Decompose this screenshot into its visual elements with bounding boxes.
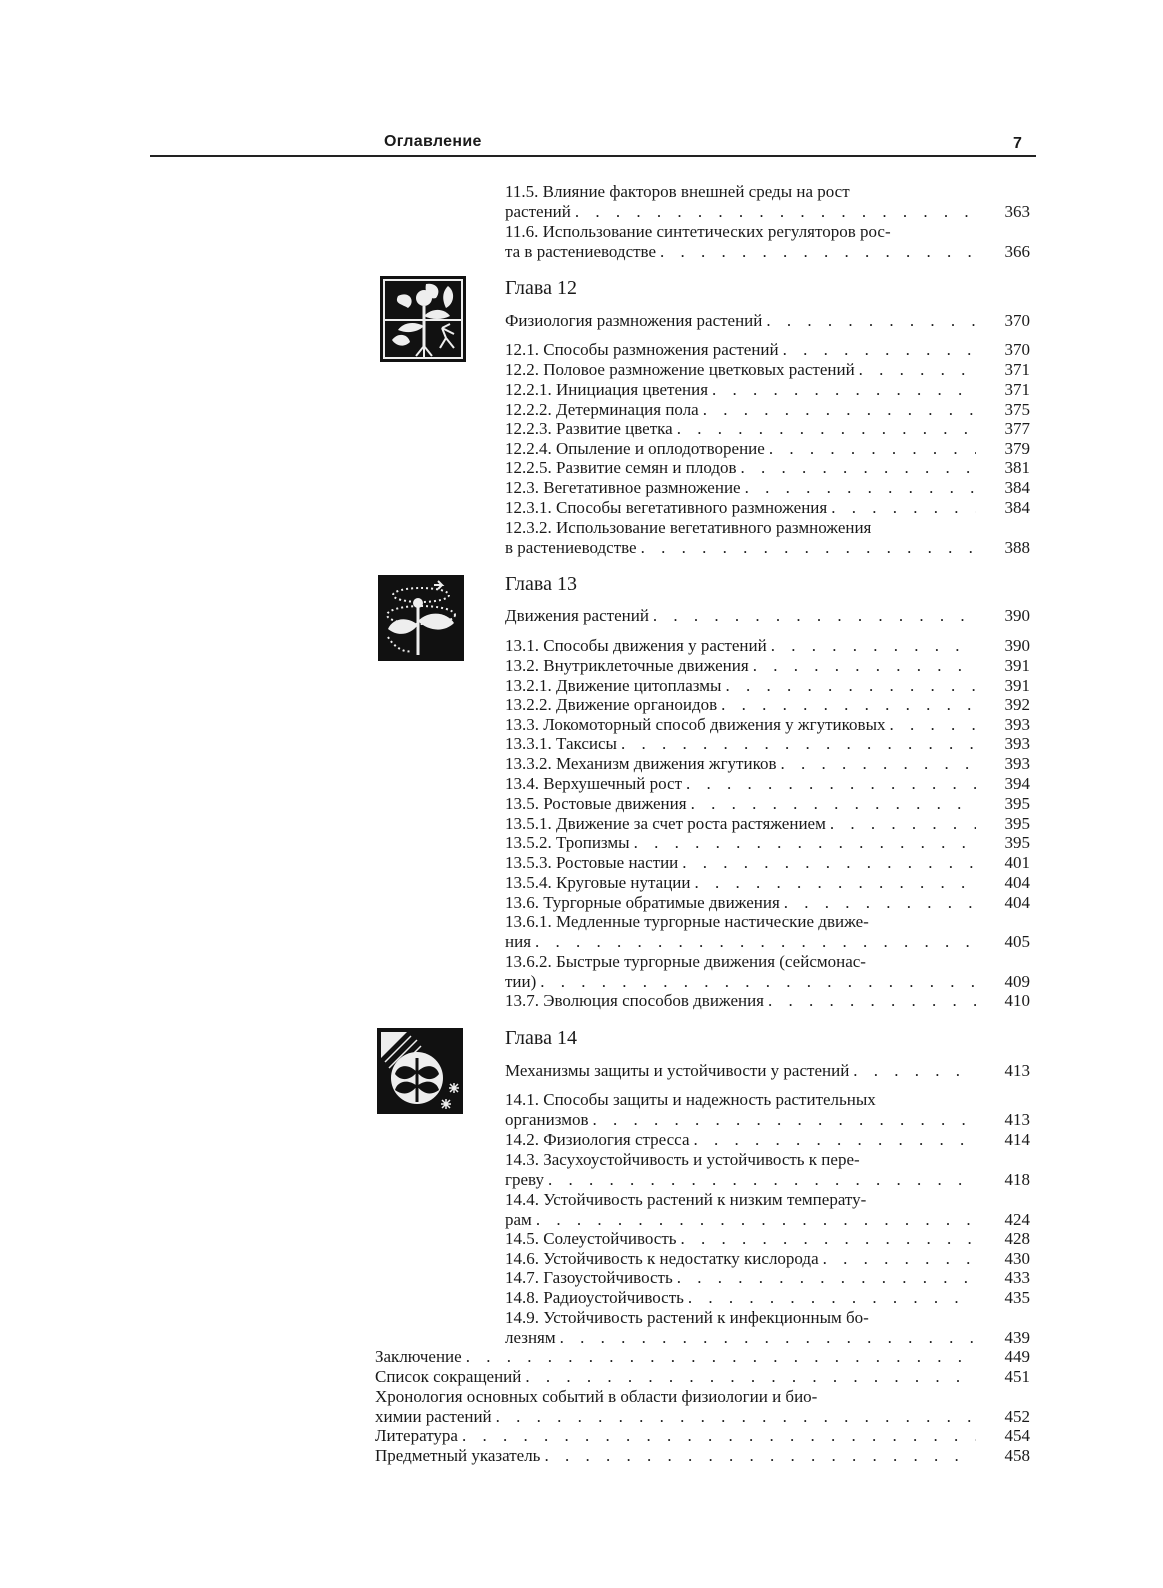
dot-leader (571, 202, 976, 222)
toc-page-number: 418 (1004, 1170, 1030, 1189)
toc-page-number: 366 (1004, 242, 1030, 261)
toc-page-number: 413 (1004, 1110, 1030, 1129)
toc-entry-line: 11.5. Влияние факторов внешней среды на рост (505, 182, 850, 201)
plant-movement-icon (378, 575, 464, 661)
toc-entry (505, 202, 976, 222)
toc-entry-title: 12.3. Вегетативное размножение (505, 478, 741, 497)
toc-entry-title: 13.4. Верхушечный рост (505, 774, 683, 793)
toc-entry-title: Список сокращений (375, 1367, 522, 1386)
toc-entry (505, 893, 976, 913)
dot-leader (737, 458, 976, 478)
dot-leader (492, 1407, 976, 1427)
toc-entry (505, 1288, 976, 1308)
dot-leader (462, 1347, 976, 1367)
dot-leader (780, 893, 976, 913)
toc-entry-line: 14.9. Устойчивость растений к инфекционным бо- (505, 1308, 869, 1327)
toc-entry (505, 774, 976, 794)
leaf-protection-icon (377, 1028, 463, 1114)
toc-entry-line: 13.6.2. Быстрые тургорные движения (сейсмонас- (505, 952, 866, 971)
dot-leader (544, 1170, 976, 1190)
toc-entry (505, 1170, 976, 1190)
toc-page-number: 435 (1004, 1288, 1030, 1307)
toc-entry-title: 12.2.5. Развитие семян и плодов (505, 458, 737, 477)
toc-entry-title: 13.3.2. Механизм движения жгутиков (505, 754, 777, 773)
toc-entry-title: 14.5. Солеустойчивость (505, 1229, 677, 1248)
dot-leader (458, 1426, 976, 1446)
toc-entry (505, 340, 976, 360)
page-number: 7 (1013, 135, 1022, 152)
dot-leader (765, 439, 976, 459)
toc-page-number: 410 (1004, 991, 1030, 1010)
toc-page-number: 424 (1004, 1210, 1030, 1229)
dot-leader (531, 932, 976, 952)
toc-entry (505, 833, 976, 853)
toc-entry (505, 715, 976, 735)
header-rule (150, 155, 1036, 157)
toc-page-number: 363 (1004, 202, 1030, 221)
toc-entry-title: 12.2.2. Детерминация пола (505, 400, 699, 419)
toc-entry-title: 14.2. Физиология стресса (505, 1130, 690, 1149)
toc-entry (375, 1426, 976, 1446)
toc-page-number: 452 (1004, 1407, 1030, 1426)
toc-entry (375, 1347, 976, 1367)
dot-leader (762, 311, 976, 331)
toc-entry-title: Движения растений (505, 606, 649, 625)
toc-page-number: 404 (1004, 893, 1030, 912)
toc-entry-title: лезням (505, 1328, 556, 1347)
toc-page-number: 393 (1004, 754, 1030, 773)
toc-entry (505, 656, 976, 676)
toc-entry (505, 478, 976, 498)
toc-entry-title: 13.2. Внутриклеточные движения (505, 656, 749, 675)
toc-entry (505, 1130, 976, 1150)
toc-page-number: 395 (1004, 814, 1030, 833)
toc-entry (505, 972, 976, 992)
chapter-heading: Глава 14 (505, 1027, 577, 1049)
toc-entry-line: 11.6. Использование синтетических регуляторов рос- (505, 222, 891, 241)
toc-page-number: 414 (1004, 1130, 1030, 1149)
toc-page-number: 449 (1004, 1347, 1030, 1366)
toc-entry-title: рам (505, 1210, 532, 1229)
toc-entry-title: 13.5.1. Движение за счет роста растяжением (505, 814, 826, 833)
toc-page-number: 371 (1004, 380, 1030, 399)
toc-entry (505, 606, 976, 626)
dot-leader (826, 814, 976, 834)
dot-leader (673, 419, 976, 439)
toc-entry-title: 12.3.1. Способы вегетативного размножения (505, 498, 828, 517)
dot-leader (677, 1229, 976, 1249)
toc-entry (505, 853, 976, 873)
toc-entry-line: 14.3. Засухоустойчивость и устойчивость к пере- (505, 1150, 860, 1169)
dot-leader (749, 656, 976, 676)
toc-entry-title: 13.7. Эволюция способов движения (505, 991, 765, 1010)
toc-page-number: 430 (1004, 1249, 1030, 1268)
dot-leader (827, 498, 976, 518)
toc-page-number: 393 (1004, 715, 1030, 734)
toc-entry (505, 695, 976, 715)
toc-page-number: 377 (1004, 419, 1030, 438)
toc-entry-title: 13.5.3. Ростовые настии (505, 853, 679, 872)
toc-entry-title: 13.2.2. Движение органоидов (505, 695, 718, 714)
toc-entry-line: Хронология основных событий в области физиологии и био- (375, 1387, 818, 1406)
toc-entry-title: организмов (505, 1110, 589, 1129)
toc-entry-title: 12.1. Способы размножения растений (505, 340, 779, 359)
toc-entry-title: греву (505, 1170, 544, 1189)
dot-leader (637, 538, 976, 558)
toc-page-number: 458 (1004, 1446, 1030, 1465)
toc-page-number: 370 (1004, 311, 1030, 330)
toc-entry-title: ния (505, 932, 532, 951)
dot-leader (532, 1210, 976, 1230)
toc-page-number: 391 (1004, 656, 1030, 675)
toc-entry (505, 458, 976, 478)
dot-leader (819, 1249, 976, 1269)
toc-page-number: 393 (1004, 734, 1030, 753)
toc-page-number: 401 (1004, 853, 1030, 872)
toc-entry-title: 12.2.3. Развитие цветка (505, 419, 673, 438)
toc-page-number: 439 (1004, 1328, 1030, 1347)
toc-entry (505, 439, 976, 459)
toc-entry-title: 13.3. Локомоторный способ движения у жгутиковых (505, 715, 886, 734)
dot-leader (779, 340, 976, 360)
toc-entry-title: 13.6. Тургорные обратимые движения (505, 893, 780, 912)
running-header-title: Оглавление (384, 133, 482, 150)
dot-leader (741, 478, 976, 498)
dot-leader (708, 380, 976, 400)
toc-page-number: 392 (1004, 695, 1030, 714)
dot-leader (687, 794, 976, 814)
toc-entry-title: 14.7. Газоустойчивость (505, 1268, 673, 1287)
toc-page-number: 384 (1004, 478, 1030, 497)
toc-entry-title: 14.6. Устойчивость к недостатку кислорода (505, 1249, 819, 1268)
toc-entry (505, 400, 976, 420)
dot-leader (684, 1288, 976, 1308)
toc-entry-title: Предметный указатель (375, 1446, 541, 1465)
dot-leader (699, 400, 976, 420)
dot-leader (630, 833, 976, 853)
toc-page-number: 395 (1004, 833, 1030, 852)
toc-entry-title: 12.2.4. Опыление и оплодотворение (505, 439, 765, 458)
toc-page-number: 395 (1004, 794, 1030, 813)
dot-leader (588, 1110, 976, 1130)
toc-entry (505, 1210, 976, 1230)
dot-leader (721, 676, 976, 696)
dot-leader (656, 242, 976, 262)
dot-leader (678, 853, 976, 873)
toc-entry (505, 636, 976, 656)
toc-entry-title: 13.2.1. Движение цитоплазмы (505, 676, 722, 695)
toc-entry (505, 794, 976, 814)
dot-leader (690, 873, 976, 893)
toc-entry (505, 538, 976, 558)
toc-entry-title: 12.2.1. Инициация цветения (505, 380, 709, 399)
toc-entry (505, 1249, 976, 1269)
dot-leader (556, 1328, 976, 1348)
toc-entry-title: 13.5.2. Тропизмы (505, 833, 630, 852)
toc-entry-title: 13.3.1. Таксисы (505, 734, 617, 753)
toc-entry-line: 14.4. Устойчивость растений к низким температу- (505, 1190, 867, 1209)
toc-page-number: 370 (1004, 340, 1030, 359)
toc-entry-title: та в растениеводстве (505, 242, 657, 261)
dot-leader (682, 774, 976, 794)
toc-entry-title: Механизмы защиты и устойчивости у растений (505, 1061, 850, 1080)
toc-page-number: 371 (1004, 360, 1030, 379)
dot-leader (536, 972, 976, 992)
toc-entry-title: 12.2. Половое размножение цветковых растений (505, 360, 855, 379)
toc-entry (505, 1229, 976, 1249)
toc-entry (505, 1061, 976, 1081)
toc-entry (505, 360, 976, 380)
toc-entry (505, 734, 976, 754)
toc-entry-line: 12.3.2. Использование вегетативного размножения (505, 518, 872, 537)
toc-entry (505, 754, 976, 774)
toc-entry (505, 242, 976, 262)
dot-leader (649, 606, 976, 626)
toc-page-number: 409 (1004, 972, 1030, 991)
toc-page-number: 428 (1004, 1229, 1030, 1248)
toc-page-number: 391 (1004, 676, 1030, 695)
dot-leader (717, 695, 976, 715)
toc-page-number: 390 (1004, 606, 1030, 625)
dot-leader (849, 1061, 976, 1081)
toc-entry (505, 380, 976, 400)
toc-entry (505, 1328, 976, 1348)
dot-leader (777, 754, 977, 774)
toc-entry (505, 873, 976, 893)
toc-page-number: 394 (1004, 774, 1030, 793)
toc-entry-line: 14.1. Способы защиты и надежность растительных (505, 1090, 876, 1109)
toc-entry-title: 14.8. Радиоустойчивость (505, 1288, 684, 1307)
toc-entry-title: 13.5.4. Круговые нутации (505, 873, 691, 892)
toc-page-number: 404 (1004, 873, 1030, 892)
flower-plant-icon (380, 276, 466, 362)
toc-page-number: 413 (1004, 1061, 1030, 1080)
dot-leader (540, 1446, 976, 1466)
toc-entry (375, 1446, 976, 1466)
toc-entry-line: 13.6.1. Медленные тургорные настические движе- (505, 912, 869, 931)
toc-entry (505, 1110, 976, 1130)
dot-leader (767, 636, 976, 656)
chapter-heading: Глава 12 (505, 277, 577, 299)
dot-leader (690, 1130, 977, 1150)
toc-entry-title: растений (505, 202, 571, 221)
toc-page-number: 390 (1004, 636, 1030, 655)
toc-entry (375, 1407, 976, 1427)
dot-leader (886, 715, 977, 735)
dot-leader (855, 360, 976, 380)
toc-entry (505, 814, 976, 834)
toc-page-number: 375 (1004, 400, 1030, 419)
toc-entry (505, 419, 976, 439)
toc-page-number: 454 (1004, 1426, 1030, 1445)
toc-entry (375, 1367, 976, 1387)
toc-page-number: 381 (1004, 458, 1030, 477)
toc-page-number: 433 (1004, 1268, 1030, 1287)
toc-entry (505, 311, 976, 331)
toc-page-number: 384 (1004, 498, 1030, 517)
toc-entry-title: химии растений (375, 1407, 492, 1426)
toc-entry-title: Заключение (375, 1347, 462, 1366)
toc-entry-title: Физиология размножения растений (505, 311, 763, 330)
toc-entry (505, 676, 976, 696)
toc-entry (505, 498, 976, 518)
toc-page-number: 379 (1004, 439, 1030, 458)
toc-page-number: 388 (1004, 538, 1030, 557)
toc-entry-title: в растениеводстве (505, 538, 637, 557)
chapter-heading: Глава 13 (505, 573, 577, 595)
dot-leader (673, 1268, 976, 1288)
toc-entry (505, 991, 976, 1011)
toc-entry-title: 13.5. Ростовые движения (505, 794, 687, 813)
toc-entry-title: тии) (505, 972, 537, 991)
toc-page-number: 451 (1004, 1367, 1030, 1386)
toc-entry-title: Литература (375, 1426, 458, 1445)
toc-entry-title: 13.1. Способы движения у растений (505, 636, 767, 655)
toc-page-number: 405 (1004, 932, 1030, 951)
dot-leader (521, 1367, 976, 1387)
dot-leader (764, 991, 976, 1011)
toc-entry (505, 1268, 976, 1288)
dot-leader (617, 734, 976, 754)
toc-entry (505, 932, 976, 952)
